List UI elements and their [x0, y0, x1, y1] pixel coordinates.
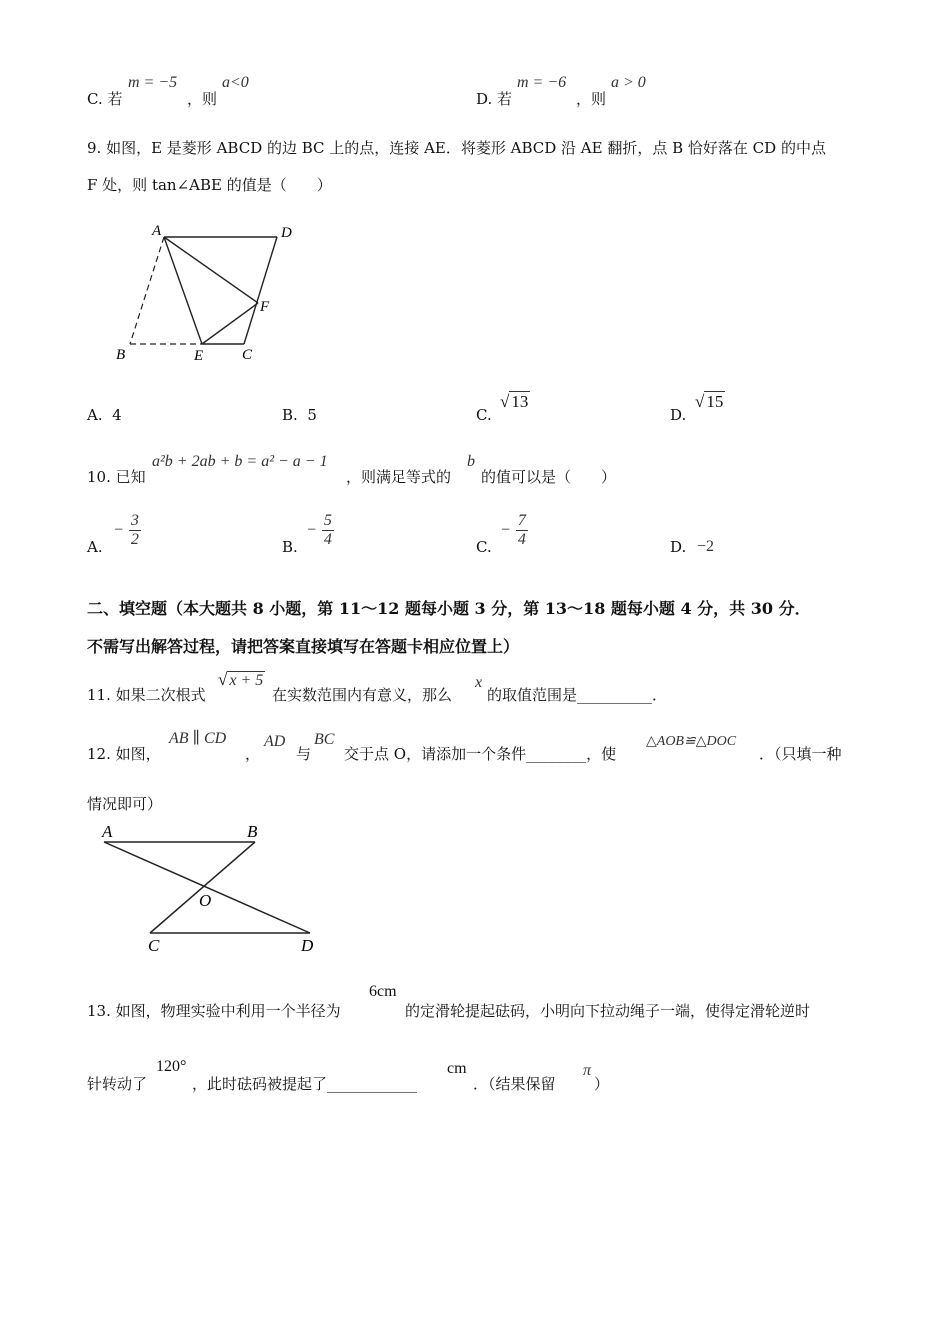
q10-option-d-value: −2 — [697, 538, 715, 555]
q13-close: ） — [594, 1075, 610, 1093]
q9-option-d: D. — [670, 406, 687, 424]
section2-heading-line1: 二、填空题（本大题共 8 小题，第 11～12 题每小题 3 分，第 13～18 题每小题 4 分，共 30 分． — [87, 599, 811, 618]
q11-sqrt: √ x + 5 — [218, 670, 264, 689]
q13-post: 的定滑轮提起砝码，小明向下拉动绳子一端，使得定滑轮逆时 — [405, 1002, 811, 1020]
q11-mid: 在实数范围内有意义，那么 — [272, 686, 453, 704]
line-dc — [244, 237, 277, 344]
label-a: A — [102, 822, 113, 841]
label-f: F — [260, 299, 270, 315]
q12-congruence: △AOB≌△DOC — [646, 734, 737, 749]
q10-post: 的值可以是（ ） — [481, 468, 617, 486]
q10-option-b: B. — [282, 538, 298, 556]
q13-angle: 120° — [156, 1058, 187, 1075]
label-c: C — [148, 936, 160, 955]
line-bc — [150, 842, 255, 933]
q12-with: 与 — [296, 745, 312, 763]
q11-number: 11. 如果二次根式 — [87, 686, 206, 704]
q8-option-d: D. 若 — [476, 90, 513, 108]
q9-option-d-sqrt: √ 15 — [695, 392, 724, 411]
q9-option-c: C. — [476, 406, 492, 424]
q8-option-d-cond1: m = −6 — [517, 74, 567, 91]
q10-option-a-fraction: − $\frac{3}{2}$ — [113, 512, 139, 548]
section2-heading-line2: 不需写出解答过程，请把答案直接填写在答题卡相应位置上） — [87, 637, 520, 656]
label-d: D — [281, 225, 292, 241]
line-ae — [164, 237, 202, 344]
label-b: B — [116, 347, 126, 363]
label-c: C — [242, 347, 253, 363]
q9-stem-line1: 9. 如图，E 是菱形 ABCD 的边 BC 上的点，连接 AE．将菱形 ABCD 沿 AE 翻折，点 B 恰好落在 CD 的中点 — [87, 139, 826, 157]
q13-unit: cm — [447, 1060, 467, 1077]
q10-mid: ，则满足等式的 — [346, 468, 452, 486]
line-ab — [130, 237, 164, 344]
q9-stem-line2: F 处，则 tan∠ABE 的值是（ ） — [87, 176, 332, 194]
q8-option-c-cond2: a<0 — [222, 74, 249, 91]
q12-post: ．（只填一种 — [759, 745, 842, 763]
q11-var-x: x — [475, 674, 483, 691]
q13-radius: 6cm — [369, 983, 397, 1000]
label-a: A — [152, 223, 162, 239]
q8-option-c: C. 若 — [87, 90, 123, 108]
q11-post: 的取值范围是__________． — [487, 686, 668, 704]
q13-line2-pre: 针转动了 — [87, 1075, 148, 1093]
q10-option-b-fraction: − $\frac{5}{4}$ — [306, 512, 332, 548]
q12-line2: 情况即可） — [87, 795, 163, 813]
line-ad — [104, 842, 310, 933]
q12-figure — [95, 818, 325, 958]
q10-option-d: D. — [670, 538, 687, 556]
q10-var-b: b — [467, 453, 475, 470]
q12-cond-ad: AD — [264, 733, 286, 750]
line-af — [164, 237, 258, 303]
q13-line2-post: ．（结果保留 — [473, 1075, 556, 1093]
q9-rhombus-figure — [100, 215, 320, 370]
q9-option-b: B. 5 — [282, 406, 317, 424]
q9-option-c-sqrt: √ 13 — [500, 392, 529, 411]
q13-line2-mid: ，此时砝码被提起了____________ — [192, 1075, 418, 1093]
q8-option-c-cond1: m = −5 — [128, 74, 178, 91]
q12-cond-parallel: AB ∥ CD — [169, 730, 227, 747]
q13-pi: π — [583, 1062, 592, 1079]
q8-option-d-mid: ，则 — [576, 90, 607, 108]
q10-number: 10. 已知 — [87, 468, 146, 486]
q12-mid: 交于点 O，请添加一个条件________，使 — [344, 745, 617, 763]
label-b: B — [247, 822, 258, 841]
label-e: E — [194, 348, 204, 364]
q8-option-d-cond2: a > 0 — [611, 74, 646, 91]
q10-option-c: C. — [476, 538, 492, 556]
label-d: D — [301, 936, 314, 955]
label-o: O — [199, 891, 212, 910]
q8-option-c-mid: ，则 — [187, 90, 218, 108]
q12-cond-bc: BC — [314, 731, 335, 748]
q10-option-a: A. — [87, 538, 103, 556]
q13-number: 13. 如图，物理实验中利用一个半径为 — [87, 1002, 341, 1020]
q12-comma: ， — [245, 745, 261, 763]
q10-equation: a²b + 2ab + b = a² − a − 1 — [152, 453, 328, 470]
q12-number: 12. 如图， — [87, 745, 161, 763]
q9-option-a: A. 4 — [87, 406, 122, 424]
q10-option-c-fraction: − $\frac{7}{4}$ — [500, 512, 526, 548]
